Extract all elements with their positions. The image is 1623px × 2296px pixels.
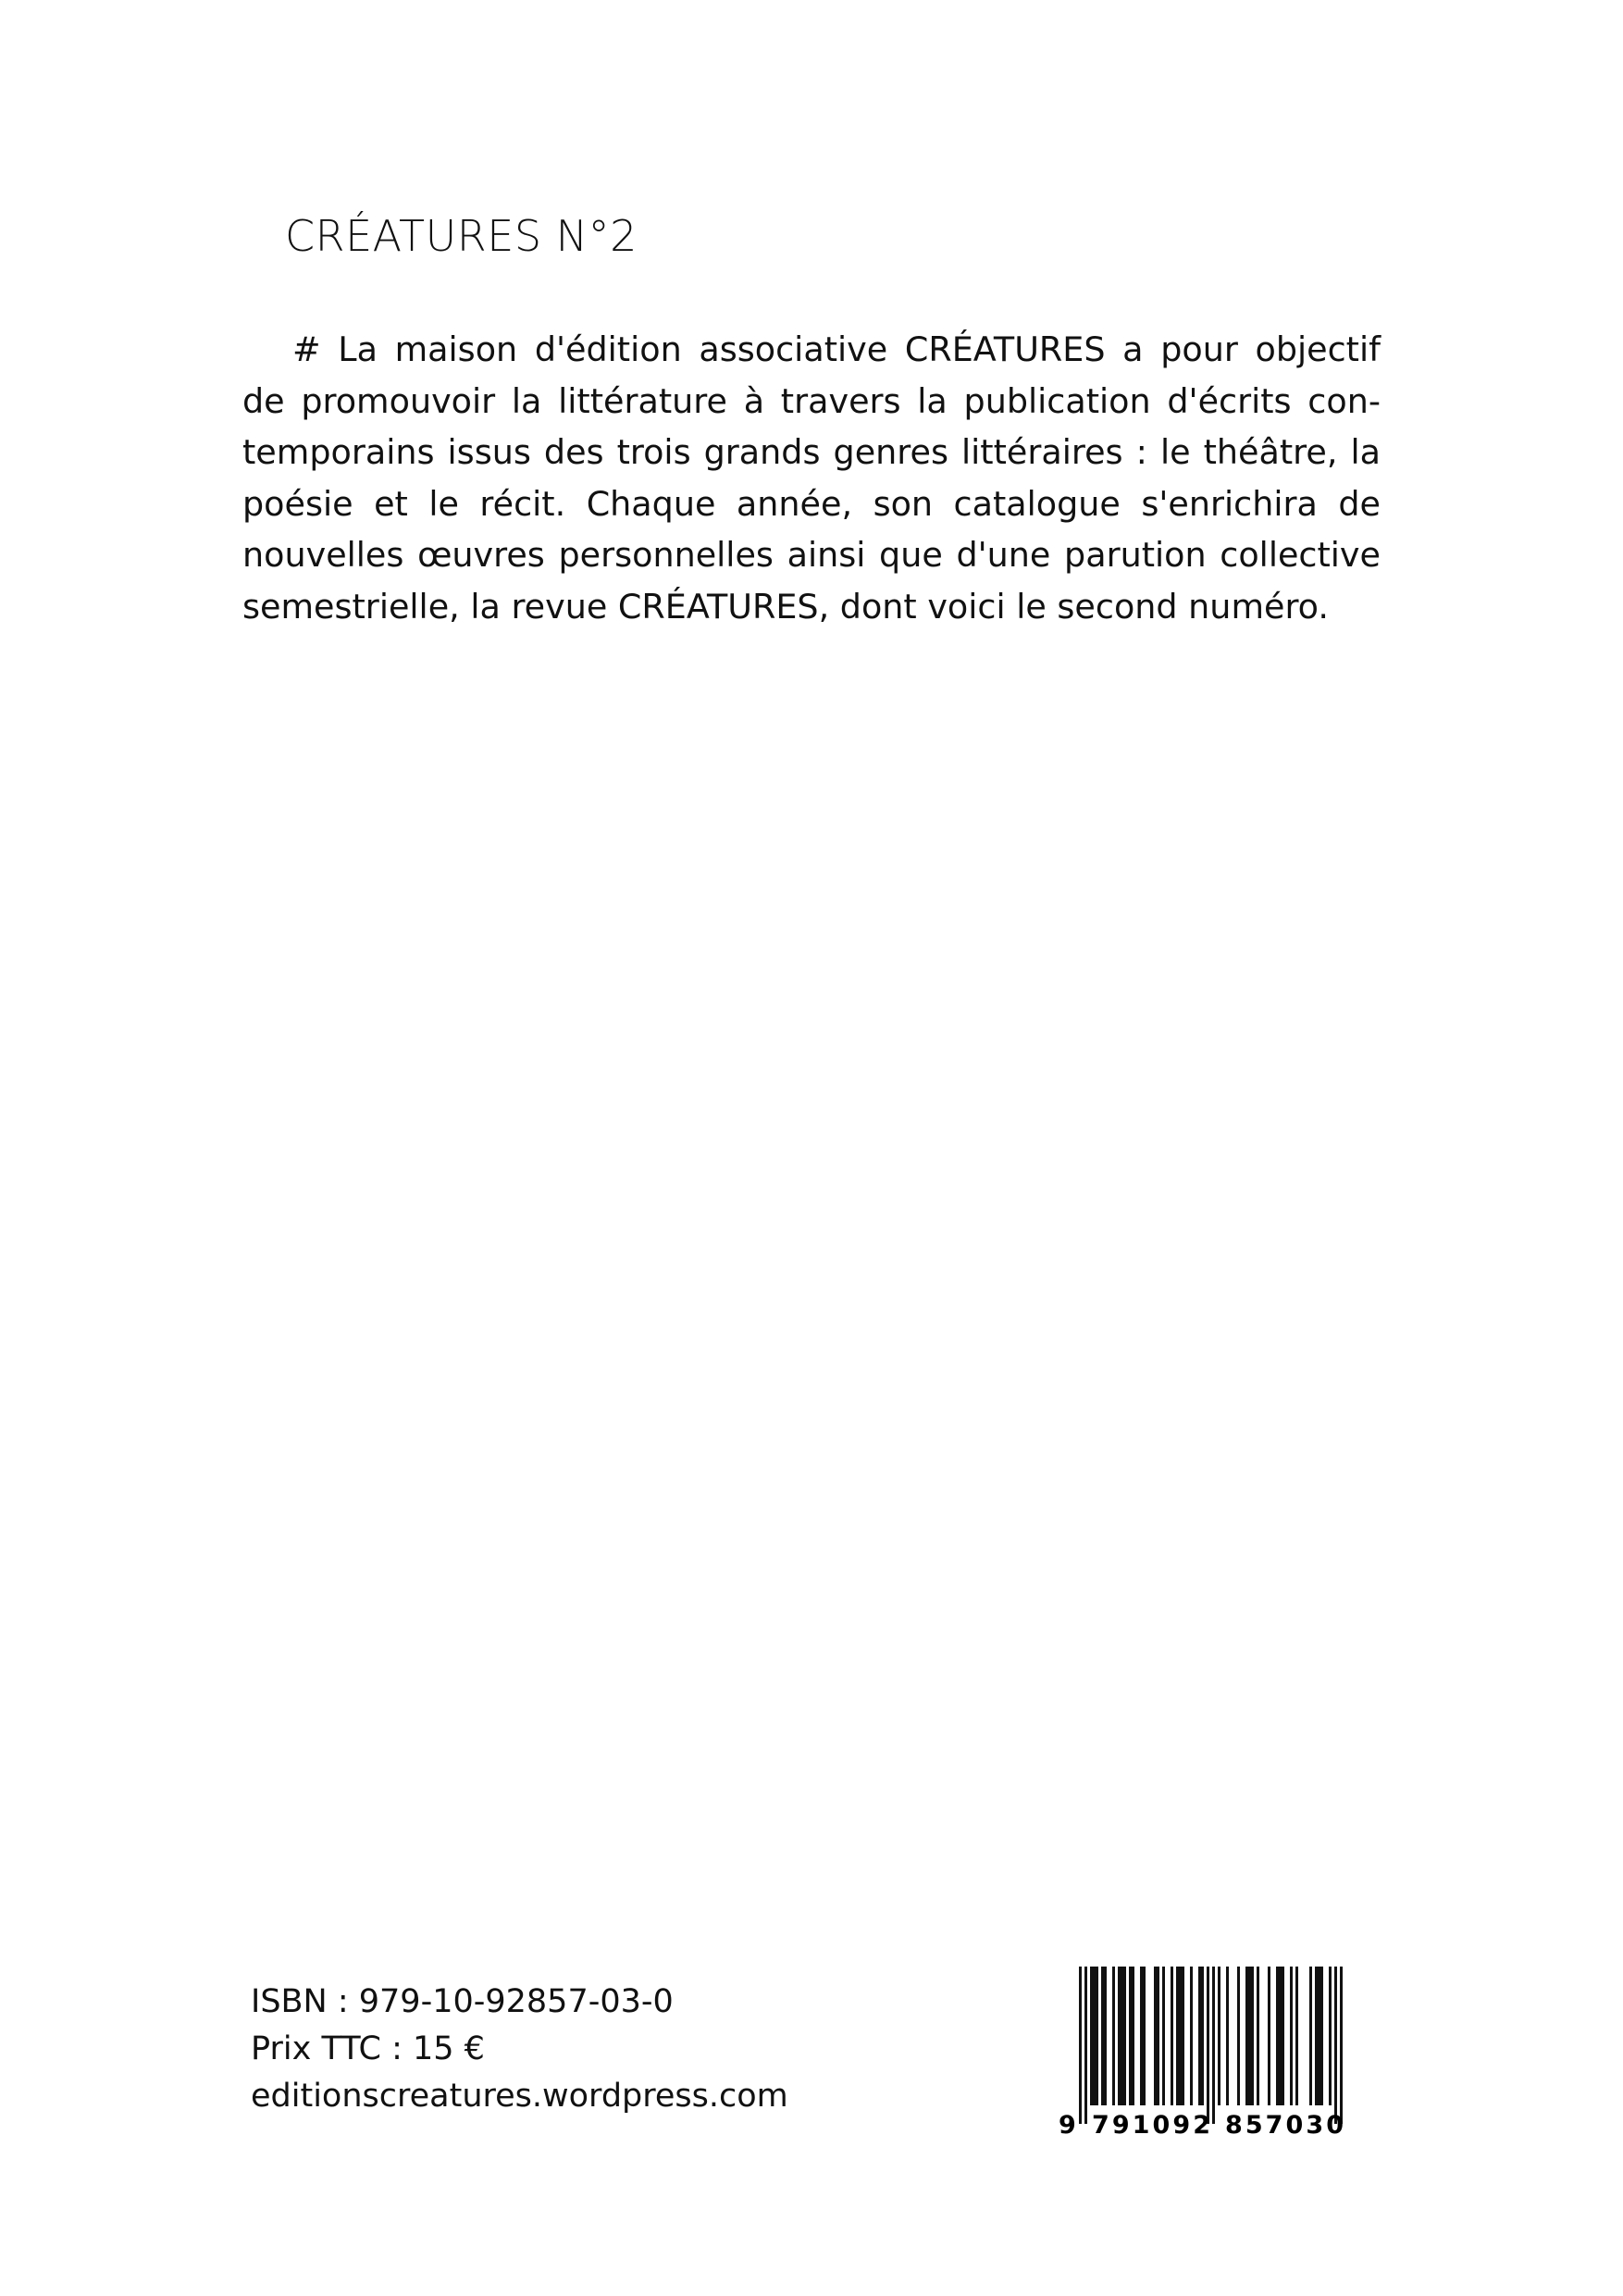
barcode-bar xyxy=(1279,1967,1282,2105)
intro-line: semestrielle, la revue CRÉATURES, dont voici le second numéro. xyxy=(242,586,1329,627)
barcode-bar xyxy=(1198,1967,1201,2105)
barcode-bar xyxy=(1176,1967,1179,2105)
website-link[interactable]: editionscreatures.wordpress.com xyxy=(251,2078,788,2115)
barcode-bar xyxy=(1190,1967,1193,2105)
barcode-bar xyxy=(1309,1967,1312,2105)
intro-line: de promouvoir la littérature à travers la publication d'écrits con- xyxy=(242,380,1381,421)
barcode-bar xyxy=(1237,1967,1240,2105)
barcode-bar xyxy=(1226,1967,1229,2105)
barcode-bar xyxy=(1104,1967,1107,2105)
price-text: Prix TTC : 15 € xyxy=(251,2030,485,2067)
intro-line: nouvelles œuvres personnelles ainsi que d'une parution collective xyxy=(242,535,1381,575)
barcode-bar xyxy=(1276,1967,1279,2105)
isbn-barcode xyxy=(1055,1967,1374,2138)
barcode-bar xyxy=(1079,1967,1082,2124)
barcode-bar xyxy=(1201,1967,1204,2105)
colophon xyxy=(251,1979,788,2120)
barcode-lead-digit: 9 xyxy=(1059,2111,1076,2138)
barcode-bar xyxy=(1129,1967,1132,2105)
isbn-text: ISBN : 979-10-92857-03-0 xyxy=(251,1983,674,2020)
barcode-bar xyxy=(1212,1967,1215,2124)
barcode-bar xyxy=(1154,1967,1157,2105)
page-title: CRÉATURES N°2 xyxy=(285,211,638,261)
barcode-bar xyxy=(1207,1967,1209,2124)
barcode-bar xyxy=(1157,1967,1159,2105)
barcode-bar xyxy=(1318,1967,1320,2105)
barcode-bar xyxy=(1084,1967,1087,2124)
barcode-bar xyxy=(1143,1967,1146,2105)
barcode-bar xyxy=(1179,1967,1182,2105)
intro-line: poésie et le récit. Chaque année, son catalogue s'enrichira de xyxy=(242,483,1381,524)
barcode-bars xyxy=(1079,1967,1343,2124)
barcode-bar xyxy=(1257,1967,1259,2105)
barcode-bar xyxy=(1320,1967,1323,2105)
barcode-bar xyxy=(1101,1967,1104,2105)
intro-paragraph xyxy=(242,324,1381,632)
barcode-bar xyxy=(1218,1967,1220,2105)
barcode-bar xyxy=(1334,1967,1337,2124)
barcode-bar xyxy=(1251,1967,1254,2105)
intro-line: temporains issus des trois grands genres littéraires : le théâtre, la xyxy=(242,432,1381,472)
barcode-bar xyxy=(1171,1967,1173,2105)
barcode-bar xyxy=(1096,1967,1098,2105)
barcode-bar xyxy=(1118,1967,1121,2105)
intro-line: # La maison d'édition associative CRÉATURES a pour objectif xyxy=(292,329,1381,369)
barcode-bar xyxy=(1162,1967,1165,2105)
barcode-bar xyxy=(1123,1967,1126,2105)
barcode-bar xyxy=(1090,1967,1093,2105)
barcode-bar xyxy=(1140,1967,1143,2105)
barcode-bar xyxy=(1329,1967,1332,2105)
barcode-bar xyxy=(1268,1967,1270,2105)
barcode-bar xyxy=(1121,1967,1123,2105)
barcode-bar xyxy=(1245,1967,1248,2105)
barcode-bar xyxy=(1295,1967,1298,2105)
barcode-bar xyxy=(1248,1967,1251,2105)
barcode-bar xyxy=(1282,1967,1284,2105)
barcode-bar xyxy=(1182,1967,1184,2105)
barcode-bar xyxy=(1132,1967,1134,2105)
barcode-bar xyxy=(1340,1967,1343,2124)
barcode-graphic xyxy=(1055,1967,1374,2138)
barcode-left-digits: 791092 xyxy=(1092,2111,1210,2138)
barcode-bar xyxy=(1315,1967,1318,2105)
barcode-bar xyxy=(1290,1967,1293,2105)
barcode-bar xyxy=(1112,1967,1115,2105)
barcode-right-digits: 857030 xyxy=(1225,2111,1344,2138)
barcode-bar xyxy=(1093,1967,1096,2105)
